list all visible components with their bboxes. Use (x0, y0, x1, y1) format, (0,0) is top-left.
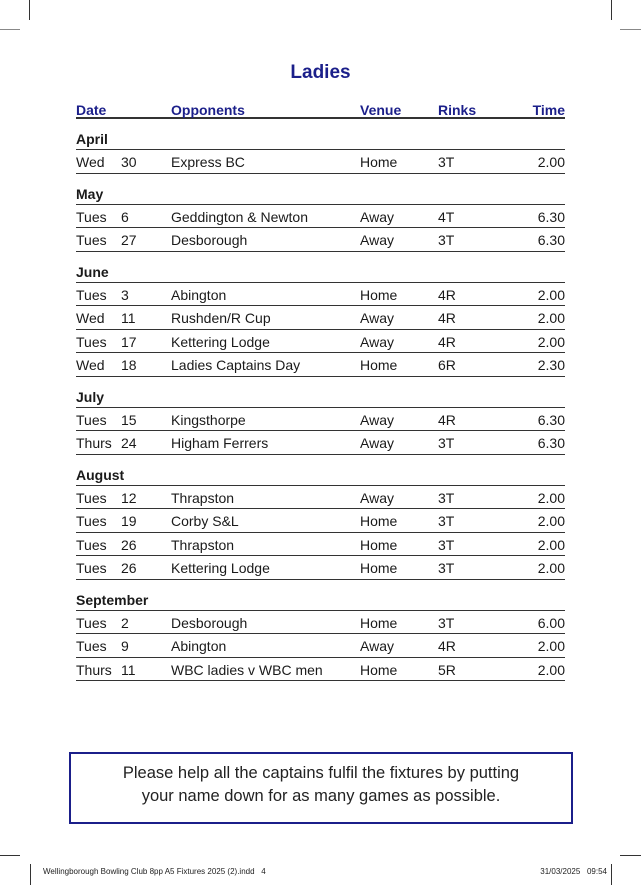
fixture-rinks: 3T (438, 232, 455, 248)
fixture-opponent: Thrapston (171, 489, 235, 506)
month-heading (76, 127, 565, 150)
fixture-day: Tues (76, 560, 107, 576)
fixture-day: Tues (76, 232, 107, 248)
fixture-venue: Away (360, 208, 394, 225)
page-title: Ladies (290, 62, 351, 83)
fixture-opponent: Corby S&L (171, 513, 239, 529)
fixture-rinks: 4R (438, 286, 456, 303)
fixture-venue: Away (360, 310, 394, 326)
fixture-opponent: Express BC (171, 154, 245, 170)
fixture-time: 2.00 (537, 489, 565, 506)
fixture-opponent: Kettering Lodge (171, 333, 270, 350)
fixture-date: 17 (121, 333, 137, 350)
fixture-venue: Away (360, 435, 394, 451)
table-row (76, 658, 565, 682)
fixture-rinks: 4R (438, 310, 456, 326)
fixture-time: 2.00 (537, 661, 565, 678)
fixture-date: 6 (121, 208, 129, 225)
fixture-opponent: Geddington & Newton (171, 208, 308, 225)
table-row (76, 408, 565, 432)
table-row (76, 353, 565, 377)
fixture-time: 6.30 (537, 232, 565, 248)
fixture-day: Wed (76, 357, 105, 373)
fixture-opponent: Desborough (171, 614, 248, 631)
table-row (76, 533, 565, 557)
fixture-day: Tues (76, 536, 107, 553)
fixture-venue: Away (360, 489, 394, 506)
table-row (76, 283, 565, 307)
fixture-day: Tues (76, 411, 107, 428)
fixture-venue: Away (360, 333, 394, 350)
fixture-time: 2.00 (537, 638, 565, 654)
fixture-date: 15 (121, 411, 137, 428)
table-row (76, 150, 565, 174)
fixture-rinks: 4R (438, 638, 456, 654)
fixture-venue: Away (360, 411, 394, 428)
fixture-time: 2.00 (537, 154, 565, 170)
month-heading (76, 463, 565, 486)
fixture-venue: Home (360, 357, 398, 373)
table-row (76, 611, 565, 635)
month-name: July (76, 388, 105, 405)
fixture-day: Thurs (76, 435, 112, 451)
fixture-date: 12 (121, 489, 137, 506)
month-heading (76, 260, 565, 283)
fixture-opponent: Rushden/R Cup (171, 310, 271, 326)
footer-timestamp: 31/03/2025 09:54 (540, 867, 607, 876)
fixture-day: Tues (76, 614, 107, 631)
fixture-date: 30 (121, 154, 137, 170)
fixture-venue: Home (360, 536, 398, 553)
notice-line: your name down for as many games as possible. (141, 787, 501, 805)
footer-filename: Wellingborough Bowling Club 8pp A5 Fixtures 2025 (2).indd 4 (43, 867, 266, 876)
fixture-opponent: WBC ladies v WBC men (171, 661, 323, 678)
table-row (76, 509, 565, 533)
fixture-date: 18 (121, 357, 137, 373)
fixture-rinks: 3T (438, 154, 455, 170)
fixture-day: Wed (76, 154, 105, 170)
fixture-time: 2.00 (537, 560, 565, 576)
fixture-rinks: 6R (438, 357, 456, 373)
fixtures-table (76, 98, 565, 681)
table-row (76, 205, 565, 229)
fixture-opponent: Kingsthorpe (171, 411, 246, 428)
fixture-date: 11 (121, 310, 136, 326)
fixture-opponent: Desborough (171, 232, 248, 248)
month-name: May (76, 185, 104, 202)
fixture-time: 6.00 (537, 614, 565, 631)
fixture-day: Tues (76, 513, 107, 529)
fixture-venue: Home (360, 286, 398, 303)
fixture-opponent: Ladies Captains Day (171, 357, 301, 373)
fixture-date: 19 (121, 513, 137, 529)
fixture-date: 26 (121, 560, 137, 576)
notice-box (69, 752, 573, 824)
fixture-time: 2.00 (537, 286, 565, 303)
fixture-date: 3 (121, 286, 129, 303)
fixture-venue: Away (360, 232, 394, 248)
fixture-rinks: 4R (438, 333, 456, 350)
table-row (76, 634, 565, 658)
fixture-rinks: 4R (438, 411, 456, 428)
fixture-opponent: Abington (171, 286, 227, 303)
fixture-time: 2.00 (537, 333, 565, 350)
fixture-venue: Home (360, 661, 398, 678)
table-row (76, 228, 565, 252)
fixture-time: 6.30 (537, 208, 565, 225)
fixture-date: 11 (121, 661, 136, 678)
month-heading (76, 588, 565, 611)
fixture-rinks: 3T (438, 489, 455, 506)
fixture-day: Thurs (76, 661, 112, 678)
month-heading (76, 182, 565, 205)
fixture-opponent: Higham Ferrers (171, 435, 269, 451)
month-name: April (76, 131, 108, 147)
fixture-time: 2.00 (537, 513, 565, 529)
table-body (76, 127, 565, 681)
table-header (76, 98, 565, 119)
fixture-time: 6.30 (537, 435, 565, 451)
fixture-day: Tues (76, 286, 107, 303)
fixture-day: Tues (76, 333, 107, 350)
header-opponents: Opponents (171, 102, 245, 118)
crop-mark (620, 855, 641, 856)
fixture-day: Tues (76, 489, 107, 506)
fixture-rinks: 3T (438, 513, 455, 529)
fixture-venue: Home (360, 560, 398, 576)
header-time: Time (532, 102, 565, 118)
fixture-time: 2.30 (537, 357, 565, 373)
fixture-date: 26 (121, 536, 137, 553)
fixture-date: 24 (121, 435, 137, 451)
fixture-time: 6.30 (537, 411, 565, 428)
fixture-date: 27 (121, 232, 137, 248)
fixture-time: 2.00 (537, 536, 565, 553)
fixture-day: Tues (76, 638, 107, 654)
header-rinks: Rinks (438, 102, 477, 118)
fixture-date: 9 (121, 638, 129, 654)
fixture-time: 2.00 (537, 310, 565, 326)
notice-line: Please help all the captains fulfil the fixtures by putting (122, 764, 520, 782)
fixture-rinks: 4T (438, 208, 455, 225)
table-row (76, 556, 565, 580)
crop-mark (611, 0, 612, 20)
fixture-opponent: Thrapston (171, 536, 235, 553)
fixture-opponent: Kettering Lodge (171, 560, 270, 576)
header-venue: Venue (360, 102, 402, 118)
month-name: August (76, 466, 125, 483)
crop-mark (0, 855, 20, 856)
crop-mark (611, 864, 612, 885)
header-date: Date (76, 102, 107, 118)
fixture-opponent: Abington (171, 638, 227, 654)
fixture-rinks: 3T (438, 435, 455, 451)
fixture-date: 2 (121, 614, 129, 631)
fixture-rinks: 3T (438, 614, 455, 631)
month-name: June (76, 263, 109, 280)
fixture-venue: Away (360, 638, 394, 654)
fixture-day: Wed (76, 310, 105, 326)
fixture-venue: Home (360, 513, 398, 529)
table-row (76, 431, 565, 455)
fixture-venue: Home (360, 614, 398, 631)
table-row (76, 306, 565, 330)
month-name: September (76, 591, 149, 608)
table-row (76, 486, 565, 510)
fixture-rinks: 5R (438, 661, 456, 678)
crop-mark (30, 864, 31, 885)
fixture-rinks: 3T (438, 536, 455, 553)
fixture-rinks: 3T (438, 560, 455, 576)
crop-mark (0, 29, 20, 30)
crop-mark (620, 29, 641, 30)
month-heading (76, 385, 565, 408)
crop-mark (29, 0, 30, 20)
table-row (76, 330, 565, 354)
fixture-day: Tues (76, 208, 107, 225)
fixture-venue: Home (360, 154, 398, 170)
